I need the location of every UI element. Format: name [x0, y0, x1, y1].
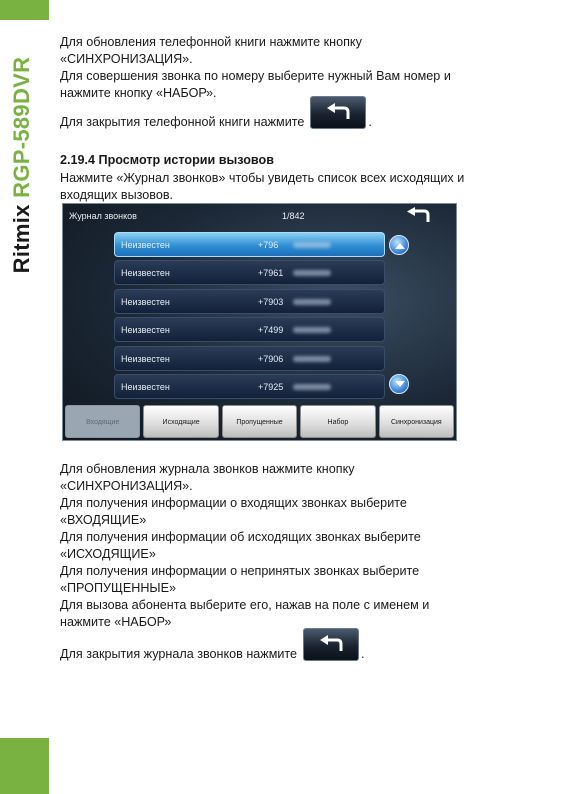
arrow-up-icon[interactable]: [389, 235, 409, 255]
return-arrow-icon: [310, 96, 366, 129]
call-log-screenshot: [62, 203, 457, 441]
section-heading: 2.19.4 Просмотр истории вызовов: [60, 153, 274, 167]
call-row[interactable]: Неизвестен +7903: [114, 289, 385, 314]
screen-title: Журнал звонков: [69, 211, 137, 221]
top-text: Для обновления телефонной книги нажмите кнопку «СИНХРОНИЗАЦИЯ». Для совершения звонка по номеру выберите нужный Вам номер и нажмите кнопку «НАБОР».: [60, 35, 451, 100]
call-row[interactable]: Неизвестен +7499: [114, 317, 385, 342]
tab-outgoing[interactable]: Исходящие: [143, 405, 218, 438]
screen-header: [63, 204, 456, 228]
side-stripe-bottom: [0, 738, 49, 794]
phonebook-close-instruction: Для закрытия телефонной книги нажмите .: [60, 96, 372, 129]
call-row[interactable]: Неизвестен +7925: [114, 374, 385, 399]
calllog-close-instruction: Для закрытия журнала звонков нажмите .: [60, 628, 365, 661]
arrow-down-icon[interactable]: [389, 374, 409, 394]
tab-dial[interactable]: Набор: [300, 405, 375, 438]
brand-label: Ritmix RGP-589DVR: [9, 56, 34, 274]
call-log-tabs: [65, 405, 454, 438]
side-stripe-top: [0, 0, 49, 20]
call-row[interactable]: Неизвестен +7906: [114, 346, 385, 371]
tab-incoming[interactable]: Входящие: [65, 405, 140, 438]
return-arrow-icon[interactable]: [406, 207, 432, 230]
section-intro: Нажмите «Журнал звонков» чтобы увидеть список всех исходящих и входящих вызовов.: [60, 171, 465, 202]
return-arrow-icon: [303, 628, 359, 661]
call-row[interactable]: Неизвестен +7961: [114, 260, 385, 285]
call-list: [114, 232, 385, 402]
tab-sync[interactable]: Синхронизация: [379, 405, 454, 438]
bottom-text: Для обновления журнала звонков нажмите кнопку «СИНХРОНИЗАЦИЯ». Для получения информации о входящих звонках выберите «ВХОДЯЩИЕ» Для получения информации об исходящих звонках выберите «ИСХОДЯЩИЕ» Для получения информации о непринятых звонках выберите «ПРОПУЩЕННЫЕ» Для вызова абонента выберите его, нажав на поле с именем и нажмите «НАБОР»: [60, 462, 430, 629]
tab-missed[interactable]: Пропущенные: [222, 405, 297, 438]
record-counter: 1/842: [282, 211, 305, 221]
call-row[interactable]: Неизвестен +796: [114, 232, 385, 257]
